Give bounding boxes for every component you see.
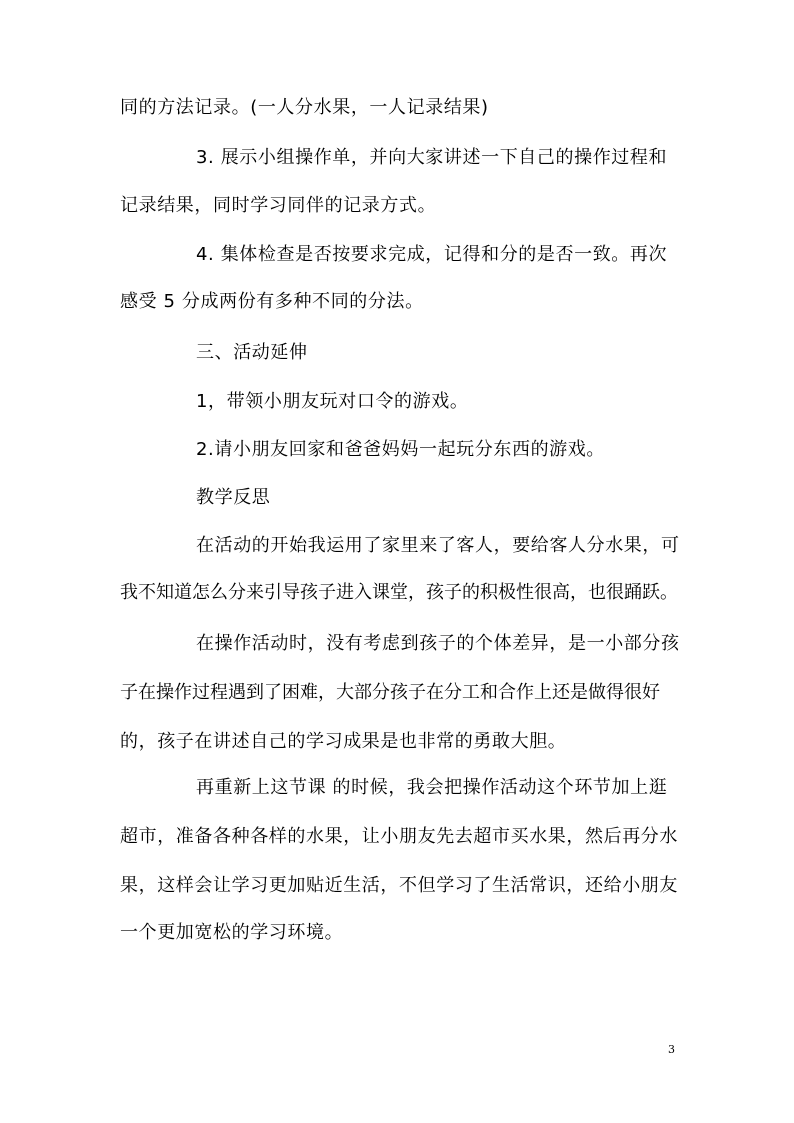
paragraph-line: 果，这样会让学习更加贴近生活，不但学习了生活常识，还给小朋友: [120, 875, 678, 896]
paragraph-line: 我不知道怎么分来引导孩子进入课堂，孩子的积极性很高，也很踊跃。: [120, 582, 678, 603]
list-item: 2.请小朋友回家和爸爸妈妈一起玩分东西的游戏。: [196, 439, 605, 460]
paragraph-line: 感受 5 分成两份有多种不同的分法。: [120, 291, 424, 312]
paragraph-line: 一个更加宽松的学习环境。: [120, 922, 344, 943]
paragraph-line: 在操作活动时，没有考虑到孩子的个体差异，是一小部分孩: [196, 633, 680, 654]
section-heading: 教学反思: [196, 487, 271, 508]
paragraph-line: 3. 展示小组操作单，并向大家讲述一下自己的操作过程和: [196, 147, 668, 168]
paragraph-line: 同的方法记录。(一人分水果，一人记录结果): [120, 97, 489, 118]
paragraph-line: 记录结果，同时学习同伴的记录方式。: [120, 195, 437, 216]
paragraph-line: 再重新上这节课 的时候，我会把操作活动这个环节加上逛: [196, 777, 668, 798]
section-heading: 三、活动延伸: [196, 342, 308, 363]
paragraph-line: 4. 集体检查是否按要求完成，记得和分的是否一致。再次: [196, 244, 668, 265]
page-number: 3: [668, 1043, 675, 1056]
paragraph-line: 子在操作过程遇到了困难，大部分孩子在分工和合作上还是做得很好: [120, 682, 660, 703]
paragraph-line: 的，孩子在讲述自己的学习成果是也非常的勇敢大胆。: [120, 731, 567, 752]
paragraph-line: 在活动的开始我运用了家里来了客人，要给客人分水果，可: [196, 535, 680, 556]
list-item: 1，带领小朋友玩对口令的游戏。: [196, 391, 469, 412]
paragraph-line: 超市，准备各种各样的水果，让小朋友先去超市买水果，然后再分水: [120, 826, 678, 847]
